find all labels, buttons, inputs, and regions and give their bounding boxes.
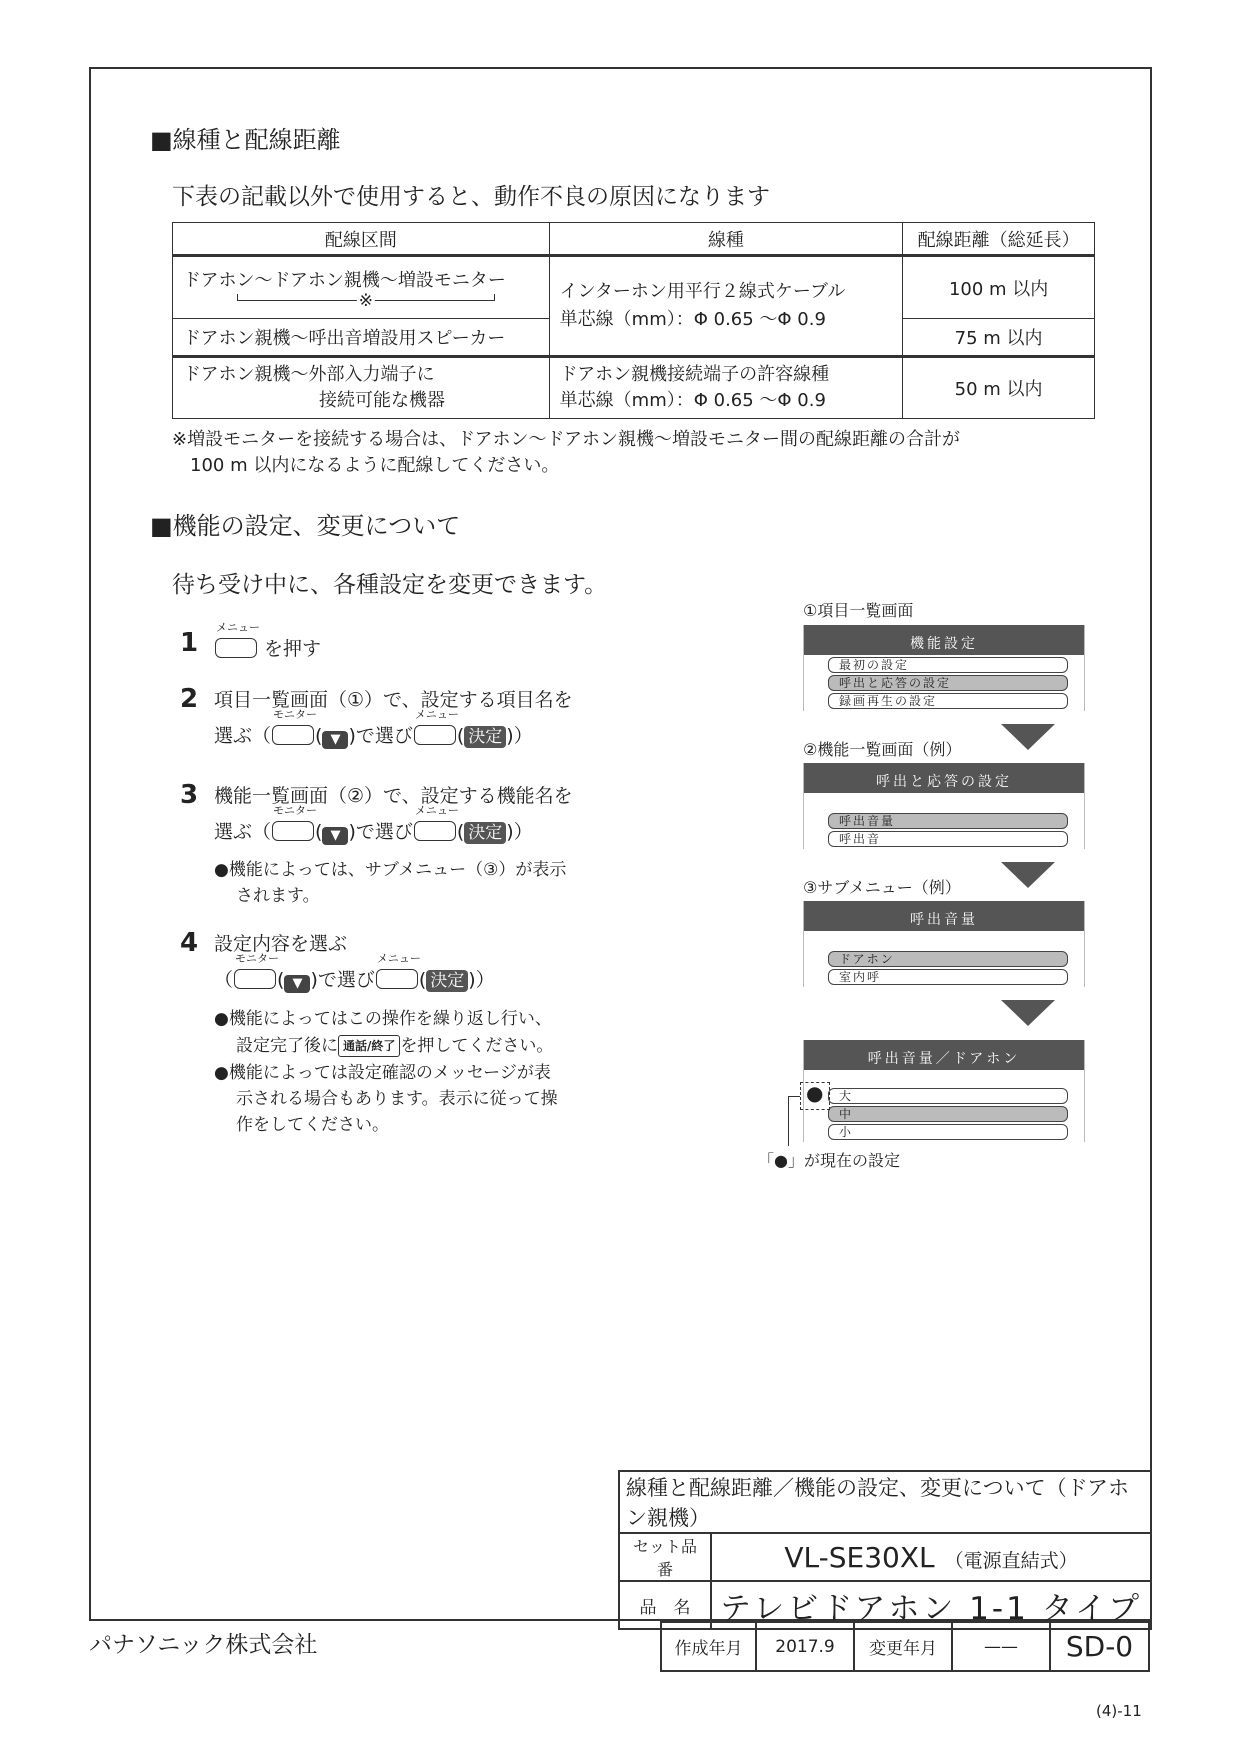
col-header-distance: 配線距離（総延長）: [903, 223, 1095, 256]
screen4-item: 中: [828, 1106, 1068, 1122]
leader-line-v: [788, 1096, 789, 1146]
row1-section: ドアホン～ドアホン親機～増設モニター ※: [173, 256, 550, 319]
changed-label: 変更年月: [854, 1622, 952, 1671]
sheet-code: SD-0: [1050, 1622, 1149, 1671]
step-4-line2: （ モニター ( ▼ )で選び メニュー ( 決定 )）: [214, 952, 495, 991]
revision-block: [660, 1621, 1150, 1672]
step-4-bullet-2: ●機能によっては設定確認のメッセージが表: [214, 1063, 551, 1083]
wiring-note-1: ※増設モニターを接続する場合は、ドアホン～ドアホン親機～増設モニター間の配線距離の合計が: [172, 429, 960, 450]
screen1-label: ①項目一覧画面: [803, 601, 914, 620]
monitor-button-icon: モニター: [272, 725, 314, 745]
wiring-lead: 下表の記載以外で使用すると、動作不良の原因になります: [172, 184, 770, 210]
down-arrow-icon: ▼: [284, 975, 310, 993]
step-2-number: 2: [180, 684, 199, 714]
screen3-label: ③サブメニュー（例）: [803, 878, 961, 897]
step-4-bullet-2b: 示される場合もあります。表示に従って操: [236, 1089, 558, 1109]
screen2-label: ②機能一覧画面（例）: [803, 740, 962, 759]
title-block: [618, 1470, 1152, 1630]
step-1-number: 1: [180, 628, 199, 658]
row2-section: ドアホン親機～呼出音増設用スピーカー: [173, 319, 550, 357]
product-name: テレビドアホン 1-1 タイプ: [711, 1581, 1151, 1629]
screen3-item: ドアホン: [828, 951, 1068, 967]
current-setting-caption: 「●」が現在の設定: [758, 1151, 900, 1170]
section-title-settings: ■機能の設定、変更について: [150, 512, 461, 540]
changed-value: ——: [952, 1622, 1050, 1671]
step-4-number: 4: [180, 928, 199, 958]
decide-key-icon: 決定: [426, 970, 468, 992]
monitor-button-icon: モニター: [272, 821, 314, 841]
set-number-label: セット品番: [619, 1533, 711, 1581]
screen2-item: 呼出音: [828, 831, 1068, 847]
wiring-note-2: 100 m 以内になるように配線してください。: [190, 455, 560, 476]
step-3-bullet-2: されます。: [236, 886, 320, 906]
step-3-number: 3: [180, 780, 199, 810]
step-4-line1: 設定内容を選ぶ: [214, 933, 348, 955]
row3-distance: 50 m 以内: [903, 357, 1095, 419]
menu-button-icon: メニュー: [414, 725, 456, 745]
step-3-line1: 機能一覧画面（②）で、設定する機能名を: [214, 785, 573, 807]
screen2-item: 呼出音量: [828, 813, 1068, 829]
step-2-line2: 選ぶ（ モニター ( ▼ )で選び メニュー ( 決定 )）: [214, 708, 533, 747]
screen-submenu: [803, 901, 1085, 987]
leader-line-h: [788, 1096, 800, 1097]
created-value: 2017.9: [756, 1622, 854, 1671]
screen1-item: 録画再生の設定: [828, 693, 1068, 709]
screen1-item: 呼出と応答の設定: [828, 675, 1068, 691]
screen2-title: 呼出と応答の設定: [804, 763, 1084, 793]
screen1-item: 最初の設定: [828, 657, 1068, 673]
screen-function-list: [803, 763, 1085, 849]
call-end-button-icon: 通話/終了: [338, 1035, 400, 1057]
step-4-bullet-1: ●機能によってはこの操作を繰り返し行い、: [214, 1009, 552, 1029]
row1-distance: 100 m 以内: [903, 256, 1095, 319]
menu-button-icon: メニュー: [215, 638, 257, 658]
span-bracket: ※: [237, 292, 495, 314]
menu-button-icon: メニュー: [414, 821, 456, 841]
step-3-bullet-1: ●機能によっては、サブメニュー（③）が表示: [214, 860, 567, 880]
current-marker-icon: ●: [806, 1081, 824, 1105]
down-arrow-icon: ▼: [322, 731, 348, 749]
step-3-line2: 選ぶ（ モニター ( ▼ )で選び メニュー ( 決定 )）: [214, 804, 533, 843]
down-arrow-icon: [1001, 862, 1055, 888]
row3-section: ドアホン親機～外部入力端子に 接続可能な機器: [173, 357, 550, 419]
screen3-item: 室内呼: [828, 969, 1068, 985]
down-arrow-icon: [1001, 1000, 1055, 1026]
screen1-title: 機能設定: [804, 625, 1084, 655]
menu-button-icon: メニュー: [376, 969, 418, 989]
down-arrow-icon: ▼: [322, 827, 348, 845]
row2-distance: 75 m 以内: [903, 319, 1095, 357]
set-number-cell: VL-SE30XL （電源直結式）: [711, 1533, 1151, 1581]
settings-lead: 待ち受け中に、各種設定を変更できます。: [172, 572, 608, 598]
step-1-text: メニュー を押す: [216, 621, 322, 660]
row3-cable: ドアホン親機接続端子の許容線種 単芯線（mm）：Φ 0.65 ～Φ 0.9: [549, 357, 903, 419]
down-arrow-icon: [1001, 724, 1055, 750]
step-4-bullet-1b: 設定完了後に 通話/終了 を押してください。: [236, 1036, 554, 1056]
wiring-table: [172, 222, 1095, 419]
created-label: 作成年月: [661, 1622, 756, 1671]
screen4-item: 大: [828, 1088, 1068, 1104]
col-header-cable: 線種: [549, 223, 903, 256]
col-header-section: 配線区間: [173, 223, 550, 256]
screen3-title: 呼出音量: [804, 901, 1084, 931]
decide-key-icon: 決定: [464, 726, 506, 748]
product-name-label: 品 名: [619, 1581, 711, 1629]
monitor-button-icon: モニター: [234, 969, 276, 989]
section-title-wiring: ■線種と配線距離: [150, 126, 341, 154]
step-4-bullet-2c: 作をしてください。: [236, 1115, 389, 1135]
screen-item-list: [803, 625, 1085, 711]
doc-title: 線種と配線距離／機能の設定、変更について（ドアホン親機）: [619, 1471, 1151, 1533]
company-name: パナソニック株式会社: [89, 1632, 318, 1658]
step-2-line1: 項目一覧画面（①）で、設定する項目名を: [214, 689, 573, 711]
page-number: (4)-11: [1096, 1702, 1142, 1720]
decide-key-icon: 決定: [464, 822, 506, 844]
screen-volume-setting: [803, 1040, 1085, 1142]
screen4-title: 呼出音量／ドアホン: [804, 1040, 1084, 1070]
cable-cell-1: インターホン用平行２線式ケーブル 単芯線（mm）：Φ 0.65 ～Φ 0.9: [549, 256, 903, 357]
screen4-item: 小: [828, 1124, 1068, 1140]
